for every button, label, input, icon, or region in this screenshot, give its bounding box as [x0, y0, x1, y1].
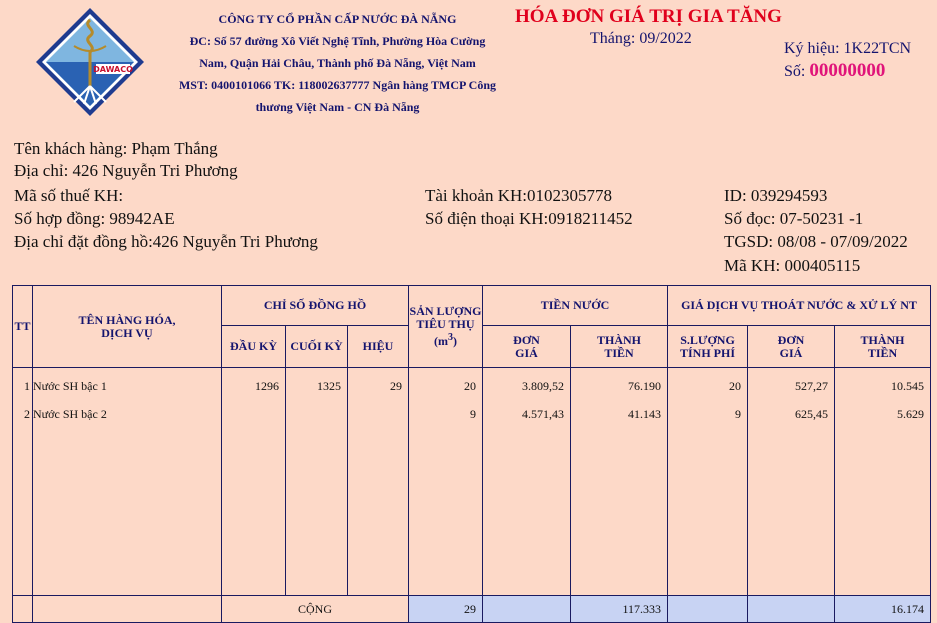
col-header-item — [33, 286, 222, 368]
customer-account: Tài khoản KH:0102305778 — [425, 186, 612, 205]
total-row — [13, 596, 931, 623]
invoice-number: 00000000 — [809, 60, 886, 81]
company-block — [150, 8, 525, 118]
end-column — [286, 368, 348, 596]
table-cell-end: 1325 — [317, 379, 341, 393]
table-body-row — [13, 368, 931, 596]
table-cell-item: Nước SH bậc 1 — [33, 379, 107, 393]
table-cell-diff — [348, 400, 402, 428]
col-header-meter: CHỈ SỐ ĐỒNG HỒ — [222, 286, 409, 326]
total-volume: 29 — [409, 596, 483, 623]
table-cell-qty: 20 — [729, 379, 741, 393]
invoice-month: Tháng: 09/2022 — [590, 30, 692, 47]
customer-address: Địa chỉ: 426 Nguyễn Tri Phương — [14, 161, 238, 180]
drain-price-column — [748, 368, 835, 596]
table-cell-volume: 20 — [464, 379, 476, 393]
table-cell-end — [286, 400, 341, 428]
table-cell-drain-price: 625,45 — [795, 407, 828, 421]
col-header-drainage: GIÁ DỊCH VỤ THOÁT NƯỚC & XỬ LÝ NT — [668, 286, 931, 326]
col-header-tt: TT — [13, 286, 33, 368]
header-row-1 — [13, 286, 931, 326]
invoice-title: HÓA ĐƠN GIÁ TRỊ GIA TĂNG — [515, 6, 782, 27]
total-label: CỘNG — [222, 596, 409, 623]
table-cell-item: Nước SH bậc 2 — [33, 407, 107, 421]
billing-table — [12, 285, 931, 623]
diff-column — [348, 368, 409, 596]
table-cell-qty: 9 — [735, 407, 741, 421]
col-header-item-line1: TÊN HÀNG HÓA, — [78, 312, 176, 327]
table-cell-drain-amount: 5.629 — [897, 407, 924, 421]
col-header-drain-amount: THÀNH TIỀN — [835, 326, 931, 368]
col-header-qty: S.LƯỢNG TÍNH PHÍ — [668, 326, 748, 368]
logo-text: DAWACO — [93, 65, 133, 74]
customer-contract: Số hợp đồng: 98942AE — [14, 209, 175, 228]
col-header-volume-line2: TIÊU THỤ — [416, 317, 475, 331]
table-cell-unit-price: 4.571,43 — [522, 407, 564, 421]
customer-period: TGSD: 08/08 - 07/09/2022 — [724, 232, 908, 251]
table-cell-unit-price: 3.809,52 — [522, 379, 564, 393]
company-name: CÔNG TY CỔ PHẦN CẤP NƯỚC ĐÀ NẴNG — [218, 12, 457, 26]
company-bank-line: thương Việt Nam - CN Đà Nẵng — [255, 100, 420, 114]
col-header-start: ĐẦU KỲ — [222, 326, 286, 368]
dawaco-logo — [34, 6, 146, 118]
customer-id: ID: 039294593 — [724, 186, 828, 205]
tt-column — [13, 368, 33, 596]
customer-reading-no: Số đọc: 07-50231 -1 — [724, 209, 864, 228]
col-header-item-line2: DỊCH VỤ — [101, 325, 153, 340]
col-header-end: CUỐI KỲ — [286, 326, 348, 368]
customer-meter-address: Địa chỉ đặt đồng hồ:426 Nguyễn Tri Phương — [14, 232, 318, 251]
invoice-symbol: Ký hiệu: 1K22TCN — [784, 40, 912, 57]
col-header-drain-price: ĐƠN GIÁ — [748, 326, 835, 368]
customer-name: Tên khách hàng: Phạm Thắng — [14, 139, 218, 158]
col-header-volume-unit: $(m^3)$ — [434, 332, 457, 348]
table-cell-tt: 1 — [24, 379, 30, 393]
total-drain-amount: 16.174 — [835, 596, 931, 623]
customer-tax-code: Mã số thuế KH: — [14, 186, 124, 205]
col-header-volume — [409, 286, 483, 368]
table-cell-diff: 29 — [390, 379, 402, 393]
col-header-amount: THÀNH TIỀN — [571, 326, 668, 368]
invoice-number-line — [784, 60, 885, 82]
table-cell-tt: 2 — [24, 407, 30, 421]
table-cell-drain-price: 527,27 — [795, 379, 828, 393]
table-cell-amount: 41.143 — [628, 407, 661, 421]
unit-price-column — [483, 368, 571, 596]
total-amount: 117.333 — [571, 596, 668, 623]
invoice-number-label: Số: — [784, 63, 806, 80]
customer-code: Mã KH: 000405115 — [724, 256, 861, 275]
col-header-volume-line1: SẢN LƯỢNG — [409, 304, 482, 318]
start-column — [222, 368, 286, 596]
item-column — [33, 368, 222, 596]
volume-column — [409, 368, 483, 596]
table-cell-start: 1296 — [255, 379, 279, 393]
qty-column — [668, 368, 748, 596]
customer-phone: Số điện thoại KH:0918211452 — [425, 209, 633, 228]
company-tax-line: MST: 0400101066 TK: 118002637777 Ngân hàng TMCP Công — [178, 78, 497, 92]
col-header-diff: HIỆU — [348, 326, 409, 368]
amount-column — [571, 368, 668, 596]
company-address-line1: ĐC: Số 57 đường Xô Viết Nghệ Tĩnh, Phường Hòa Cường — [189, 34, 486, 48]
col-header-unit-price: ĐƠN GIÁ — [483, 326, 571, 368]
table-cell-amount: 76.190 — [628, 379, 661, 393]
table-cell-start — [222, 400, 279, 428]
drain-amount-column — [835, 368, 931, 596]
company-address-line2: Nam, Quận Hải Châu, Thành phố Đà Nẵng, Việt Nam — [199, 56, 476, 70]
col-header-water: TIỀN NƯỚC — [483, 286, 668, 326]
table-cell-drain-amount: 10.545 — [891, 379, 924, 393]
table-cell-volume: 9 — [470, 407, 476, 421]
